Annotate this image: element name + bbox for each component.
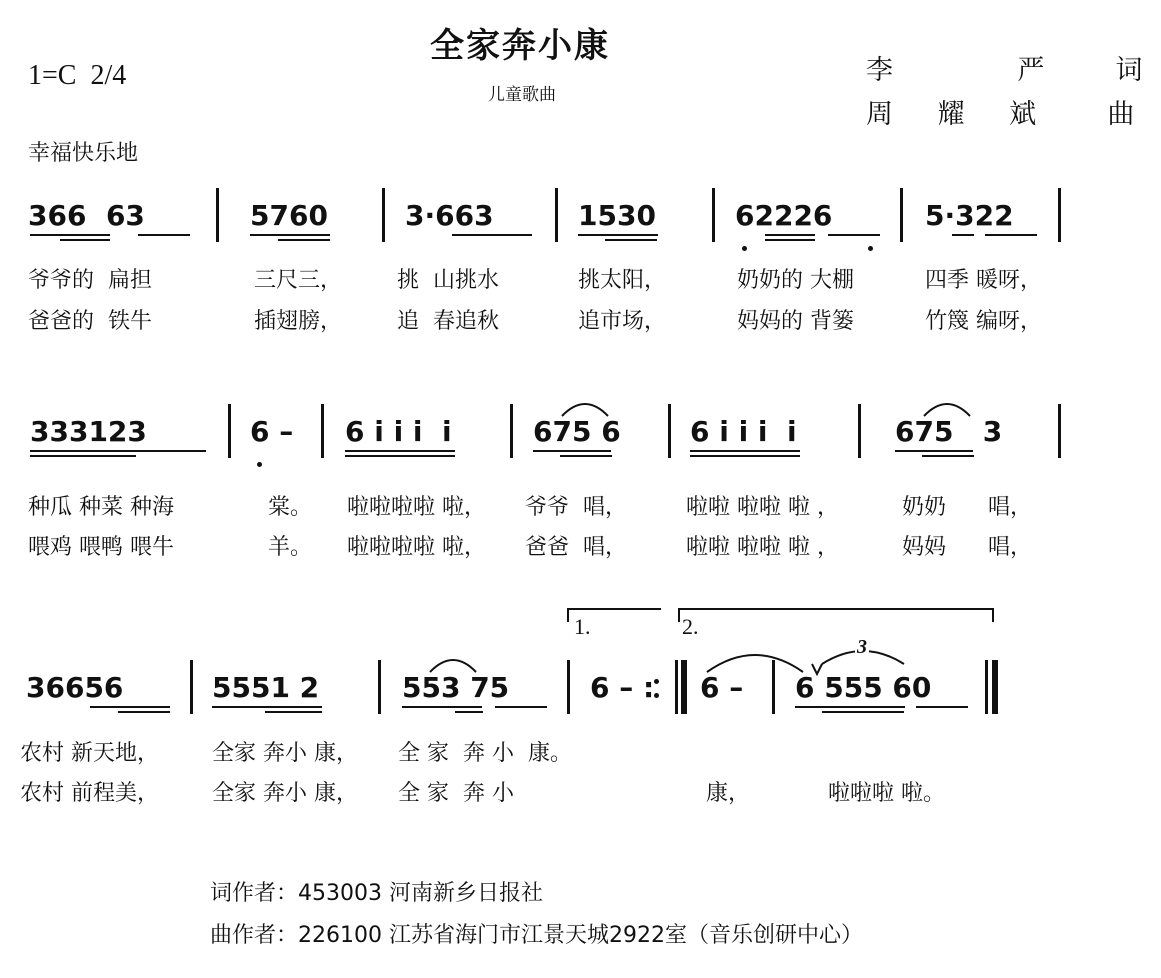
beam <box>578 234 658 236</box>
barline <box>378 660 381 714</box>
beam <box>985 234 1037 236</box>
lyric-v1: 奶奶 唱， <box>902 495 1032 520</box>
barline <box>382 188 385 242</box>
measure-6: 5·322 <box>925 199 1014 232</box>
measure-17: 6 – <box>700 671 744 704</box>
beam <box>795 706 905 708</box>
measure-16: 6 – : <box>590 671 655 704</box>
beam <box>828 234 880 236</box>
volta-number-1: 1. <box>574 614 591 639</box>
lyric-v2: 妈妈的 背篓 <box>737 309 854 334</box>
measure-5: 62226 <box>735 199 833 232</box>
measure-2: 5760 <box>250 199 328 232</box>
triplet-number: 3 <box>857 636 867 658</box>
lyric-v2: 啦啦 啦啦 啦 ， <box>686 535 839 560</box>
lyric-v2: 全 家 奔 小 <box>398 781 514 806</box>
barline <box>510 404 513 458</box>
lyric-v2: 喂鸡 喂鸭 喂牛 <box>28 535 174 560</box>
lyric-v2: 康， <box>706 781 751 806</box>
slur <box>560 398 610 418</box>
measure-1: 366 63 <box>28 199 145 232</box>
beam <box>765 239 815 241</box>
breath-mark <box>810 662 824 676</box>
beam <box>30 450 206 452</box>
barline <box>216 188 219 242</box>
beam <box>822 711 904 713</box>
lyric-v1: 爷爷的 扁担 <box>28 268 152 293</box>
final-barline-thick <box>992 660 998 714</box>
lyric-v2: 追 春追秋 <box>397 309 499 334</box>
lyric-v2: 妈妈 唱， <box>902 535 1032 560</box>
slur <box>428 654 478 674</box>
volta-number-2: 2. <box>682 614 699 639</box>
beam <box>118 711 170 713</box>
beam <box>265 711 322 713</box>
beam <box>495 706 547 708</box>
low-octave-dot <box>257 462 262 467</box>
lyric-v1: 全 家 奔 小 康。 <box>398 741 572 766</box>
measure-10: 675 6 <box>533 415 621 448</box>
measure-14: 5551 2 <box>212 671 320 704</box>
measure-8: 6 – <box>250 415 294 448</box>
barline <box>1058 188 1061 242</box>
beam <box>690 455 800 457</box>
beam <box>690 450 800 452</box>
low-octave-dot <box>742 246 747 251</box>
measure-15: 553 75 <box>402 671 510 704</box>
beam <box>30 455 136 457</box>
repeat-dot <box>654 679 659 684</box>
measure-7: 333123 <box>30 415 147 448</box>
measure-4: 1530 <box>578 199 656 232</box>
beam <box>345 450 455 452</box>
composer-credit: 周 耀 斌 曲 <box>866 99 1153 130</box>
lyric-v2: 竹篾 编呀， <box>925 309 1042 334</box>
page-title: 全家奔小康 <box>430 26 610 66</box>
lyric-v1: 挑 山挑水 <box>397 268 499 293</box>
beam <box>765 234 815 236</box>
lyric-v2: 啦啦啦啦 啦， <box>347 535 486 560</box>
tempo-marking: 幸福快乐地 <box>28 141 139 166</box>
key-signature: 1=C 2/4 <box>28 60 127 91</box>
barline <box>712 188 715 242</box>
lyric-v2: 啦啦啦 啦。 <box>828 781 945 806</box>
lyric-v1: 奶奶的 大棚 <box>737 268 854 293</box>
lyric-v2: 爸爸的 铁牛 <box>28 309 152 334</box>
lyric-v1: 种瓜 种菜 种海 <box>28 495 174 520</box>
barline <box>900 188 903 242</box>
beam <box>452 234 532 236</box>
barline <box>1058 404 1061 458</box>
lyric-v2: 爸爸 唱， <box>525 535 627 560</box>
measure-13: 36656 <box>26 671 124 704</box>
beam <box>922 455 974 457</box>
beam <box>895 450 973 452</box>
volta-bracket-2 <box>678 608 994 622</box>
barline <box>668 404 671 458</box>
beam <box>916 706 968 708</box>
composer-address: 曲作者：226100 江苏省海门市江景天城2922室（音乐创研中心） <box>210 923 863 948</box>
barline <box>555 188 558 242</box>
measure-12: 675 3 <box>895 415 1003 448</box>
repeat-dot <box>654 693 659 698</box>
beam <box>60 239 110 241</box>
song-genre: 儿童歌曲 <box>488 85 556 105</box>
beam <box>250 234 330 236</box>
beam <box>30 234 110 236</box>
lyric-v2: 追市场， <box>578 309 667 334</box>
lyric-v1: 全家 奔小 康， <box>212 741 358 766</box>
lyric-v1: 农村 新天地， <box>20 741 159 766</box>
repeat-barline-thick <box>681 660 687 714</box>
final-barline <box>985 660 988 714</box>
beam <box>138 234 190 236</box>
beam <box>90 706 170 708</box>
lyric-v1: 啦啦啦啦 啦， <box>347 495 486 520</box>
lyric-v1: 啦啦 啦啦 啦 ， <box>686 495 839 520</box>
lyric-v2: 插翅膀， <box>254 309 343 334</box>
lyric-v1: 棠。 <box>268 495 313 520</box>
repeat-barline <box>675 660 678 714</box>
slur <box>922 398 972 418</box>
beam <box>560 455 612 457</box>
beam <box>402 706 482 708</box>
beam <box>278 239 330 241</box>
measure-9: 6 i i i i <box>345 415 452 448</box>
lyric-v1: 三尺三， <box>254 268 343 293</box>
lyric-v2: 羊。 <box>268 535 313 560</box>
lyric-v1: 挑太阳， <box>578 268 667 293</box>
low-octave-dot <box>868 246 873 251</box>
beam <box>533 450 611 452</box>
lyricist-credit: 李 严 词 <box>866 55 1161 86</box>
measure-3: 3·663 <box>405 199 494 232</box>
beam <box>952 234 974 236</box>
lyric-v1: 四季 暖呀， <box>925 268 1042 293</box>
barline <box>190 660 193 714</box>
barline <box>567 660 570 714</box>
tie <box>705 644 805 674</box>
barline <box>858 404 861 458</box>
lyric-v1: 爷爷 唱， <box>525 495 627 520</box>
beam <box>345 455 455 457</box>
lyric-v2: 全家 奔小 康， <box>212 781 358 806</box>
lyric-v2: 农村 前程美， <box>20 781 159 806</box>
measure-11: 6 i i i i <box>690 415 797 448</box>
beam <box>455 711 483 713</box>
barline <box>321 404 324 458</box>
beam <box>605 239 657 241</box>
barline <box>228 404 231 458</box>
lyricist-address: 词作者：453003 河南新乡日报社 <box>210 881 543 906</box>
beam <box>212 706 322 708</box>
measure-18: 6 555 60 <box>795 671 932 704</box>
